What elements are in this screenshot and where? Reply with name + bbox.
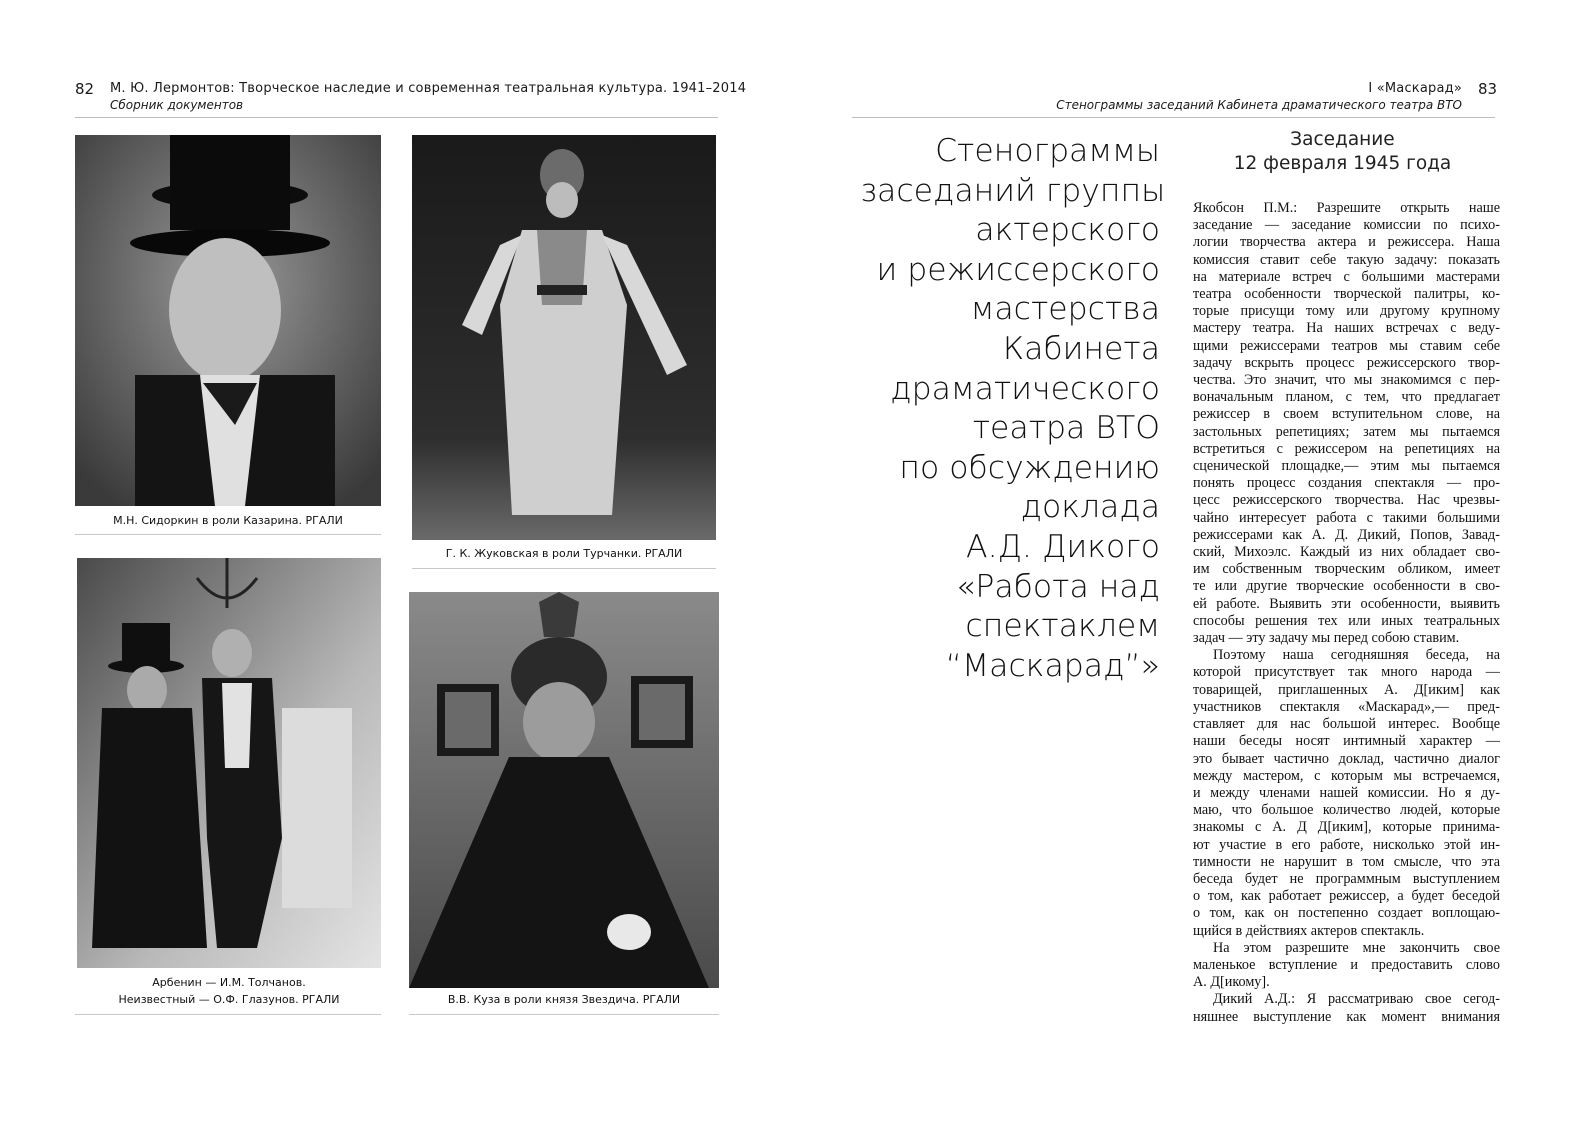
- body-line: способы решения тех или иных театральных: [1193, 612, 1500, 629]
- title-line: мастерства: [970, 291, 1160, 328]
- body-line: логии творчества актера и режиссера. Наша: [1193, 234, 1500, 251]
- body-line: режиссерами как А. Д. Дикий, Попов, Завад-: [1193, 526, 1500, 543]
- body-line: театра особенности творческой палитры, ко-: [1193, 286, 1500, 303]
- section-title: [860, 132, 1166, 686]
- title-line: Кабинета: [1002, 330, 1160, 367]
- body-line: режиссер в своем вступительном слове, на: [1193, 406, 1500, 423]
- body-line: ский, Михоэлс. Каждый из них обладает сво-: [1193, 544, 1500, 561]
- page-number-left: 82: [75, 80, 95, 98]
- title-line: Стенограммы: [935, 133, 1160, 169]
- running-head-subtitle: Сборник документов: [110, 98, 244, 112]
- photo-zhukovskaya: [412, 135, 716, 540]
- body-line: участников спектакля «Маскарад»,— пред-: [1193, 698, 1500, 715]
- title-line: “Маскарад”»: [945, 647, 1160, 684]
- body-line: комиссия ставит себе такую задачу: показать: [1193, 251, 1500, 268]
- body-line: о том, как работает режиссер, а будет беседой: [1193, 888, 1500, 905]
- body-line: на материале встреч с большими мастерами: [1193, 268, 1500, 285]
- title-line: драматического: [890, 370, 1160, 407]
- caption-rule: [409, 1014, 719, 1015]
- body-line: воначальным планом, с тем, что предлагает: [1193, 389, 1500, 406]
- body-line: им собственным творческим обликом, имеет: [1193, 561, 1500, 578]
- body-line: торые присущи тому или другому крупному: [1193, 303, 1500, 320]
- title-line: спектаклем: [965, 608, 1160, 645]
- body-line: застольных репетициях; затем мы пытаемся: [1193, 423, 1500, 440]
- body-line: между мастером, с которым мы встречаемся,: [1193, 767, 1500, 784]
- caption-rule: [75, 534, 381, 535]
- body-line: маю, что большое количество людей, которые: [1193, 802, 1500, 819]
- photo-caption: [75, 512, 381, 529]
- body-line: понять процесс создания спектакля — про-: [1193, 475, 1500, 492]
- caption-line: Неизвестный — О.Ф. Глазунов. РГАЛИ: [118, 993, 340, 1006]
- body-line: Поэтому наша сегодняшняя беседа, на: [1213, 647, 1500, 664]
- body-line: Якобсон П.М.: Разрешите открыть наше: [1193, 200, 1500, 216]
- caption-line: Арбенин — И.М. Толчанов.: [152, 976, 306, 989]
- title-line: А.Д. Дикого: [966, 528, 1160, 565]
- body-line: задач — эту задачу мы перед собою ставим.: [1193, 630, 1460, 647]
- body-line: те или другие творческие особенности в сво-: [1193, 578, 1500, 595]
- page-number-right: 83: [1478, 80, 1498, 98]
- title-line: доклада: [1020, 489, 1160, 526]
- title-line: театра ВТО: [972, 410, 1160, 447]
- body-line: щийся в действиях актеров спектакль.: [1193, 922, 1425, 939]
- body-line: чайно интересует работа с такими большими: [1193, 509, 1500, 526]
- title-line: «Работа над: [956, 568, 1160, 605]
- body-line: товарищей, приглашенных А. Д[иким] как: [1193, 681, 1500, 698]
- photo-kuza: [409, 592, 719, 988]
- body-line: и между членами нашей комиссии. Но я ду-: [1193, 784, 1500, 801]
- body-line: которой присутствует так много народа —: [1193, 664, 1500, 681]
- body-line: заседание — заседание комиссии по психо-: [1193, 217, 1500, 234]
- session-label: Заседание: [1290, 129, 1395, 150]
- title-line: актерского: [975, 212, 1160, 249]
- running-head-title: I «Маскарад»: [1368, 81, 1462, 96]
- body-line: На этом разрешите мне закончить свое: [1213, 939, 1500, 956]
- body-line: Дикий А.Д.: Я рассматриваю свое сегод-: [1213, 991, 1500, 1008]
- caption-line: М.Н. Сидоркин в роли Казарина. РГАЛИ: [113, 514, 343, 527]
- title-line: и режиссерского: [876, 251, 1160, 288]
- body-line: знакомы с А. Д Д[иким], которые принима-: [1193, 819, 1500, 836]
- photo-caption: [412, 545, 716, 562]
- body-line: задачу вскрыть процесс режиссерского твор-: [1193, 354, 1500, 371]
- body-line: А. Д[икому].: [1193, 974, 1270, 991]
- photo-sidorkin: [75, 135, 381, 506]
- caption-rule: [412, 568, 716, 569]
- body-line: сценической площадке,— этим мы пытаемся: [1193, 458, 1500, 475]
- body-line: ют участие в его работе, нисколько этой ин-: [1193, 836, 1500, 853]
- running-head-subtitle: Стенограммы заседаний Кабинета драматического театра ВТО: [1056, 98, 1462, 112]
- title-line: по обсуждению: [899, 449, 1160, 486]
- body-line: тимности не нарушит в том смысле, что эта: [1193, 853, 1500, 870]
- body-line: это бывает частично доклад, частично диалог: [1193, 750, 1500, 767]
- body-line: ей работе. Выявить эти особенности, выявить: [1193, 595, 1500, 612]
- session-heading: [1185, 128, 1500, 176]
- header-rule-left: [75, 117, 718, 118]
- body-line: мастеру театра. На наших встречах с веду-: [1193, 320, 1500, 337]
- body-line: беседа будет не программным выступлением: [1193, 870, 1500, 887]
- transcript-body: [1193, 200, 1500, 1026]
- title-line: заседаний группы: [860, 172, 1166, 209]
- caption-rule: [75, 1014, 381, 1015]
- photo-caption: [409, 991, 719, 1008]
- photo-arbenin-neizvestny: [77, 558, 381, 968]
- body-line: наши беседы носят интимный характер —: [1193, 733, 1500, 750]
- body-line: няшнее выступление как момент внимания: [1193, 1008, 1500, 1025]
- running-head-title: М. Ю. Лермонтов: Творческое наследие и современная театральная культура. 1941–2014: [110, 81, 747, 96]
- body-line: встретиться с режиссером на репетициях на: [1193, 440, 1500, 457]
- body-line: щими режиссерами театров мы ставим себе: [1193, 337, 1500, 354]
- photo-caption: [77, 974, 381, 1008]
- header-rule-right: [852, 117, 1495, 118]
- body-line: цесс режиссерского творчества. Нас чрезвы-: [1193, 492, 1500, 509]
- body-line: ставляет для нас большой интерес. Вообще: [1193, 716, 1500, 733]
- session-date: 12 февраля 1945 года: [1233, 153, 1452, 174]
- body-line: чества. Это значит, что мы знакомимся с пер-: [1193, 372, 1500, 389]
- caption-line: В.В. Куза в роли князя Звездича. РГАЛИ: [447, 993, 681, 1006]
- body-line: о том, как он постепенно создает воплощаю-: [1193, 905, 1500, 922]
- caption-line: Г. К. Жуковская в роли Турчанки. РГАЛИ: [445, 547, 683, 560]
- body-line: маленькое вступление и предоставить слово: [1193, 956, 1500, 973]
